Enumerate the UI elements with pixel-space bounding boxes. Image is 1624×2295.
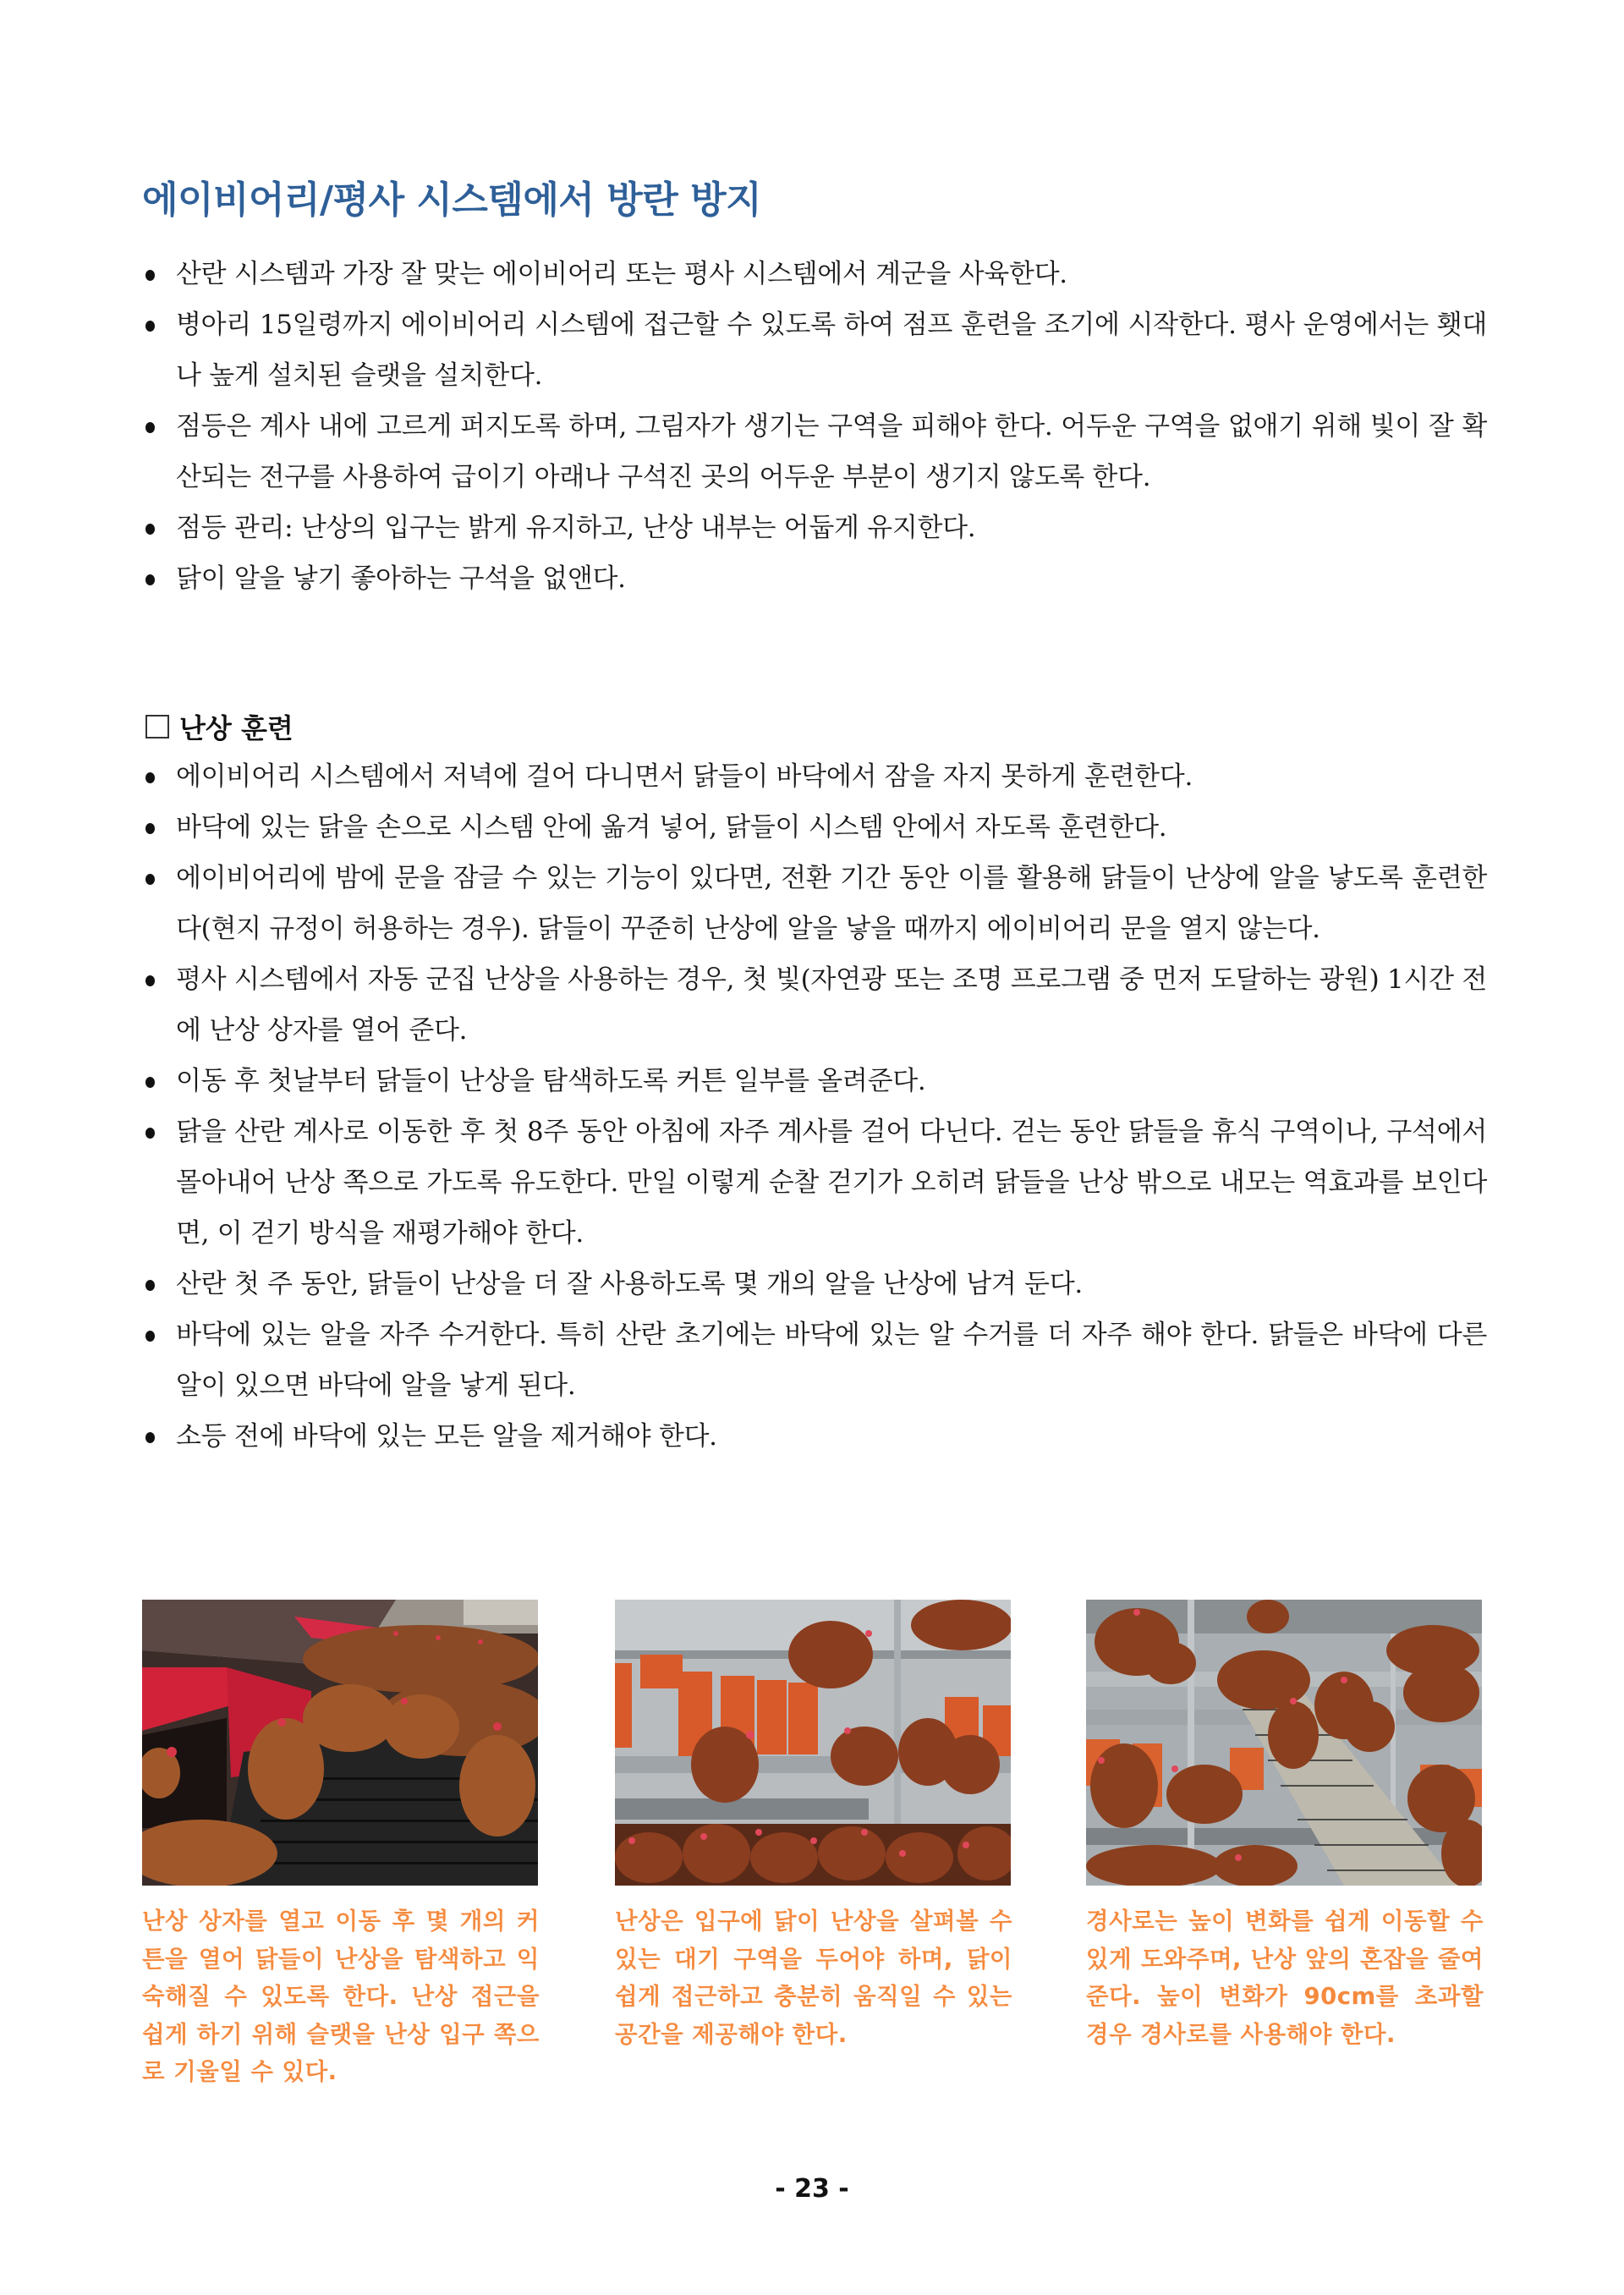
list-item xyxy=(142,401,1487,502)
list-item xyxy=(142,1259,1487,1309)
photo-hens-ramp xyxy=(1086,1600,1482,1886)
bullet-icon xyxy=(145,975,155,986)
bullet-icon xyxy=(145,823,155,834)
list-item-text: 산란 시스템과 가장 잘 맞는 에이비어리 또는 평사 시스템에서 계군을 사육한다. xyxy=(176,259,1067,289)
bullet-icon xyxy=(145,1128,155,1139)
bullet-icon xyxy=(145,1331,155,1342)
list-item xyxy=(142,249,1487,299)
list-item-text: 바닥에 있는 닭을 손으로 시스템 안에 옮겨 넣어, 닭들이 시스템 안에서 자도록 훈련한다. xyxy=(176,812,1167,843)
list-item xyxy=(142,299,1487,401)
list-item xyxy=(142,954,1487,1056)
figure-waiting-area xyxy=(615,1600,1012,2053)
page-title: 에이비어리/평사 시스템에서 방란 방지 xyxy=(142,178,762,222)
list-item xyxy=(142,853,1487,954)
list-item xyxy=(142,751,1487,802)
bullet-icon xyxy=(145,1077,155,1088)
list-item xyxy=(142,1309,1487,1411)
bullet-icon xyxy=(145,874,155,885)
figure-nest-box-slats xyxy=(142,1600,540,2091)
list-item-text: 점등 관리: 난상의 입구는 밝게 유지하고, 난상 내부는 어둡게 유지한다. xyxy=(176,513,976,543)
bullet-icon xyxy=(145,270,155,281)
bullet-icon xyxy=(145,574,155,585)
list-item-text: 에이비어리에 밤에 문을 잠글 수 있는 기능이 있다면, 전환 기간 동안 이를 활용해 닭들이 난상에 알을 낳도록 훈련한다(현지 규정이 허용하는 경우). 닭들이 꾸준히 난상에 알을 낳을 때까지 에이비어리 문을 열지 않는다. xyxy=(176,863,1487,944)
figure-caption: 경사로는 높이 변화를 쉽게 이동할 수 있게 도와주며, 난상 앞의 혼잡을 줄여준다. 높이 변화가 90cm를 초과할 경우 경사로를 사용해야 한다. xyxy=(1086,1908,1484,2048)
section-heading-text: 난상 훈련 xyxy=(179,712,294,744)
bullet-icon xyxy=(145,1432,155,1443)
list-item xyxy=(142,1411,1487,1462)
list-item-text: 닭을 산란 계사로 이동한 후 첫 8주 동안 아침에 자주 계사를 걸어 다닌다. 걷는 동안 닭들을 휴식 구역이나, 구석에서 몰아내어 난상 쪽으로 가도록 유도한다. 만일 이렇게 순찰 걷기가 오히려 닭들을 난상 밖으로 내모는 역효과를 보인다면, 이 걷기 방식을 재평가해야 한다. xyxy=(176,1117,1487,1249)
list-item xyxy=(142,1056,1487,1106)
photo-hens-aviary-tiers xyxy=(615,1600,1011,1886)
list-item xyxy=(142,1106,1487,1259)
list-item-text: 에이비어리 시스템에서 저녁에 걸어 다니면서 닭들이 바닥에서 잠을 자지 못하게 훈련한다. xyxy=(176,761,1193,792)
list-item-text: 병아리 15일령까지 에이비어리 시스템에 접근할 수 있도록 하여 점프 훈련을 조기에 시작한다. 평사 운영에서는 횃대나 높게 설치된 슬랫을 설치한다. xyxy=(176,310,1487,391)
list-item xyxy=(142,553,1487,604)
list-item-text: 바닥에 있는 알을 자주 수거한다. 특히 산란 초기에는 바닥에 있는 알 수거를 더 자주 해야 한다. 닭들은 바닥에 다른 알이 있으면 바닥에 알을 낳게 된다. xyxy=(176,1320,1487,1401)
section-heading-nest-training xyxy=(145,707,294,746)
list-item-text: 산란 첫 주 동안, 닭들이 난상을 더 잘 사용하도록 몇 개의 알을 난상에 남겨 둔다. xyxy=(176,1269,1083,1299)
list-item-text: 소등 전에 바닥에 있는 모든 알을 제거해야 한다. xyxy=(176,1421,717,1452)
figure-caption: 난상은 입구에 닭이 난상을 살펴볼 수 있는 대기 구역을 두어야 하며, 닭이 쉽게 접근하고 충분히 움직일 수 있는 공간을 제공해야 한다. xyxy=(615,1908,1012,2048)
floor-egg-prevention-list xyxy=(142,249,1487,604)
bullet-icon xyxy=(145,772,155,783)
bullet-icon xyxy=(145,321,155,332)
list-item-text: 평사 시스템에서 자동 군집 난상을 사용하는 경우, 첫 빛(자연광 또는 조명 프로그램 중 먼저 도달하는 광원) 1시간 전에 난상 상자를 열어 준다. xyxy=(176,964,1487,1046)
list-item xyxy=(142,502,1487,553)
list-item-text: 점등은 계사 내에 고르게 퍼지도록 하며, 그림자가 생기는 구역을 피해야 한다. 어두운 구역을 없애기 위해 빛이 잘 확산되는 전구를 사용하여 급이기 아래나 구석진 곳의 어두운 부분이 생기지 않도록 한다. xyxy=(176,411,1487,492)
bullet-icon xyxy=(145,422,155,433)
page-number: - 23 - xyxy=(775,2174,849,2204)
bullet-icon xyxy=(145,524,155,535)
checkbox-square-icon xyxy=(145,715,169,738)
photo-hens-nest-boxes xyxy=(142,1600,538,1886)
figure-ramp xyxy=(1086,1600,1484,2053)
nest-training-list xyxy=(142,751,1487,1462)
list-item-text: 이동 후 첫날부터 닭들이 난상을 탐색하도록 커튼 일부를 올려준다. xyxy=(176,1066,926,1096)
list-item xyxy=(142,802,1487,853)
figure-caption: 난상 상자를 열고 이동 후 몇 개의 커튼을 열어 닭들이 난상을 탐색하고 익숙해질 수 있도록 한다. 난상 접근을 쉽게 하기 위해 슬랫을 난상 입구 쪽으로 기울일 수 있다. xyxy=(142,1908,540,2085)
bullet-icon xyxy=(145,1280,155,1291)
list-item-text: 닭이 알을 낳기 좋아하는 구석을 없앤다. xyxy=(176,563,626,594)
